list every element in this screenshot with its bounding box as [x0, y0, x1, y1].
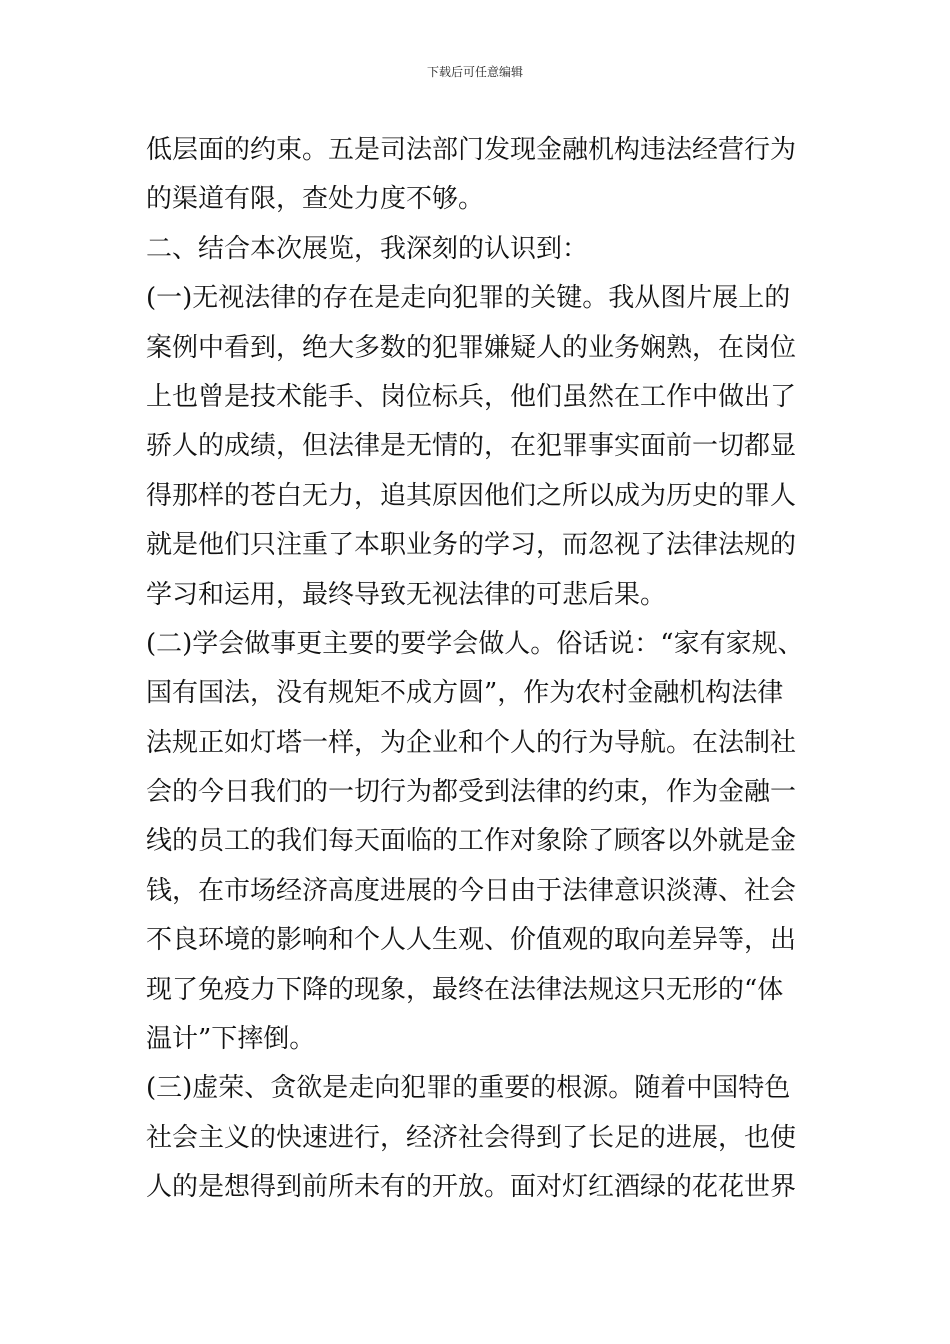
page-header: 下载后可任意编辑	[426, 65, 523, 79]
text-line: 的渠道有限，查处力度不够。	[146, 184, 485, 215]
text-line: (二)学会做事更主要的要学会做人。俗话说：“家有家规、	[146, 628, 804, 659]
text-line: 会的今日我们的一切行为都受到法律的约束，作为金融一	[146, 777, 797, 808]
text-line: 法规正如灯塔一样，为企业和个人的行为导航。在法制社	[146, 727, 797, 758]
text-line: 就是他们只注重了本职业务的学习，而忽视了法律法规的	[146, 530, 797, 561]
text-line: 温计”下摔倒。	[146, 1024, 316, 1055]
text-line: 骄人的成绩，但法律是无情的，在犯罪事实面前一切都显	[146, 431, 797, 462]
text-line: 低层面的约束。五是司法部门发现金融机构违法经营行为	[146, 135, 797, 165]
text-line: 学习和运用，最终导致无视法律的可悲后果。	[146, 579, 667, 610]
text-line: 钱，在市场经济高度进展的今日由于法律意识淡薄、社会	[146, 875, 797, 906]
text-line: (三)虚荣、贪欲是走向犯罪的重要的根源。随着中国特色	[146, 1073, 791, 1104]
body-text	[146, 126, 818, 1213]
text-line: 线的员工的我们每天面临的工作对象除了顾客以外就是金	[146, 826, 797, 857]
text-line: 不良环境的影响和个人人生观、价值观的取向差异等，出	[146, 925, 797, 956]
section-heading: 二、结合本次展览，我深刻的认识到：	[146, 233, 589, 264]
text-line: 国有国法，没有规矩不成方圆”，作为农村金融机构法律	[146, 678, 784, 709]
text-line: 现了免疫力下降的现象，最终在法律法规这只无形的“体	[146, 974, 784, 1005]
text-line: 人的是想得到前所未有的开放。面对灯红酒绿的花花世界	[146, 1172, 797, 1203]
text-line: 社会主义的快速进行，经济社会得到了长足的进展，也使	[146, 1122, 797, 1153]
text-line: (一)无视法律的存在是走向犯罪的关键。我从图片展上的	[146, 283, 791, 314]
text-line: 得那样的苍白无力，追其原因他们之所以成为历史的罪人	[146, 480, 797, 511]
text-line: 上也曾是技术能手、岗位标兵，他们虽然在工作中做出了	[146, 381, 797, 412]
text-line: 案例中看到，绝大多数的犯罪嫌疑人的业务娴熟，在岗位	[146, 332, 797, 363]
